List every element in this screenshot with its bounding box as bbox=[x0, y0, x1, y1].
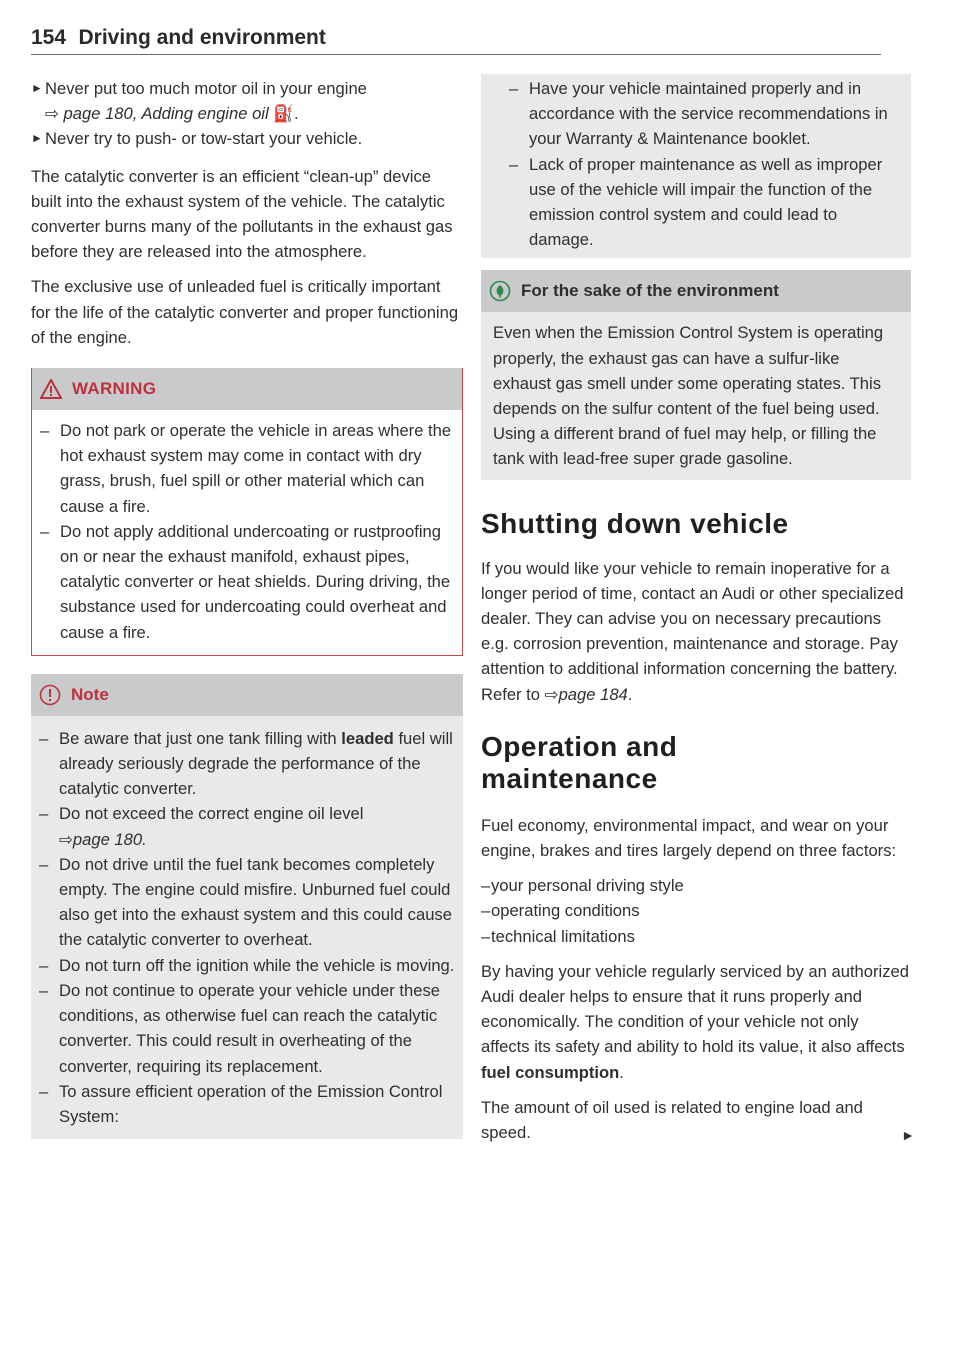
factor-item: – operating conditions bbox=[481, 898, 911, 923]
header-divider bbox=[31, 54, 881, 55]
arrow-right-icon: ⇨ bbox=[59, 829, 73, 849]
warning-box bbox=[31, 368, 463, 656]
shutting-down-heading: Shutting down vehicle bbox=[481, 507, 789, 539]
environment-leaf-icon bbox=[489, 280, 511, 302]
arrow-right-icon: ⇨ bbox=[45, 104, 59, 124]
note-item: – To assure efficient operation of the Emission Control System: bbox=[39, 1079, 455, 1129]
arrow-right-icon: ⇨ bbox=[544, 684, 559, 704]
note-item: – Lack of proper maintenance as well as improper use of the vehicle will impair the function of the emission control system and could lead to damage. bbox=[509, 152, 903, 253]
oil-page-ref[interactable]: ⇨ page 180, Adding engine oil ⛽. bbox=[45, 104, 299, 124]
environment-header bbox=[481, 270, 911, 312]
section-title: Driving and environment bbox=[78, 26, 326, 49]
bullet-oil: ► Never put too much motor oil in your engine bbox=[31, 76, 463, 101]
oil-can-icon: ⛽. bbox=[273, 104, 299, 124]
environment-body bbox=[481, 312, 911, 479]
factor-item: – technical limitations bbox=[481, 924, 911, 949]
bullet-push-start: ► Never try to push- or tow-start your vehicle. bbox=[31, 126, 463, 151]
environment-text: Even when the Emission Control System is operating properly, the exhaust gas can have a sulfur-like exhaust gas smell under some operating states. This depends on the sulfur content of the fuel being used. Using a different brand of fuel may help, or filling the tank with lead-free super grade gasoline. bbox=[493, 323, 884, 469]
page-number: 154 bbox=[31, 26, 67, 49]
oil-level-page-ref[interactable]: ⇨page 180. bbox=[59, 829, 147, 849]
warning-item: – Do not park or operate the vehicle in areas where the hot exhaust system may come in contact with dry grass, brush, fuel spill or other material which can cause a fire. bbox=[40, 418, 454, 519]
arrow-bullet-icon: ► bbox=[31, 81, 43, 95]
service-paragraph: By having your vehicle regularly serviced by an authorized Audi dealer helps to ensure that it runs properly and economically. The condition of your vehicle not only affects its safety and ability to hold its value, it also affects fuel consumption. bbox=[481, 961, 909, 1082]
note-header bbox=[31, 674, 463, 716]
note-item: – Do not exceed the correct engine oil level ⇨page 180. bbox=[39, 801, 455, 851]
shutting-down-text: If you would like your vehicle to remain inoperative for a longer period of time, contact an Audi or other specialized dealer. They can advise you on necessary precautions e.g. corrosion prevention, maintenance and storage. Pay attention to additional information concerning the battery. Refer to ⇨page 184. bbox=[481, 558, 904, 704]
environment-box bbox=[481, 270, 911, 479]
warning-header bbox=[32, 368, 462, 410]
factor-item: – your personal driving style bbox=[481, 873, 911, 898]
note-item: – Do not continue to operate your vehicle under these conditions, as otherwise fuel can reach the catalytic converter. This could result in overheating of the converter, requiring its replacement. bbox=[39, 978, 455, 1079]
right-column bbox=[481, 74, 915, 1155]
warning-body bbox=[32, 410, 462, 655]
catalytic-paragraph: The catalytic converter is an efficient “clean-up” device built into the exhaust system of the vehicle. The catalytic converter burns many of the pollutants in the exhaust gas before they are released into the atmosphere. bbox=[31, 166, 453, 262]
environment-title: For the sake of the environment bbox=[521, 281, 779, 301]
note-item: – Have your vehicle maintained properly and in accordance with the service recommendations in your Warranty & Maintenance booklet. bbox=[509, 76, 903, 152]
battery-page-ref[interactable]: ⇨page 184. bbox=[544, 684, 633, 704]
operation-intro: Fuel economy, environmental impact, and wear on your engine, brakes and tires largely depend on three factors: bbox=[481, 815, 897, 861]
warning-triangle-icon bbox=[40, 379, 62, 399]
oil-paragraph: The amount of oil used is related to engine load and speed. bbox=[481, 1097, 863, 1143]
note-item: – Do not drive until the fuel tank becomes completely empty. The engine could misfire. Unburned fuel could also get into the exhaust system and this could cause the catalytic converter to overheat. bbox=[39, 852, 455, 953]
continue-arrow-icon: ► bbox=[901, 1127, 915, 1144]
note-body bbox=[31, 716, 463, 1139]
note-box bbox=[31, 674, 463, 1139]
warning-item: – Do not apply additional undercoating or rustproofing on or near the exhaust manifold, exhaust pipes, catalytic converter or heat shields. During driving, the substance used for undercoating could overheat and cause a fire. bbox=[40, 519, 454, 645]
left-column bbox=[31, 76, 463, 1139]
page-header bbox=[31, 26, 881, 56]
note-item: – Be aware that just one tank filling with leaded fuel will already seriously degrade the performance of the catalytic converter. bbox=[39, 726, 455, 802]
note-title: Note bbox=[71, 684, 109, 704]
note-continued bbox=[481, 74, 911, 258]
note-info-icon bbox=[39, 684, 61, 706]
operation-heading: Operation and maintenance bbox=[481, 730, 678, 794]
warning-title: WARNING bbox=[72, 379, 157, 399]
note-item: – Do not turn off the ignition while the vehicle is moving. bbox=[39, 953, 455, 978]
unleaded-paragraph: The exclusive use of unleaded fuel is critically important for the life of the catalytic converter and proper functioning of the engine. bbox=[31, 277, 459, 347]
factors-list bbox=[481, 873, 911, 949]
arrow-bullet-icon: ► bbox=[31, 131, 43, 146]
